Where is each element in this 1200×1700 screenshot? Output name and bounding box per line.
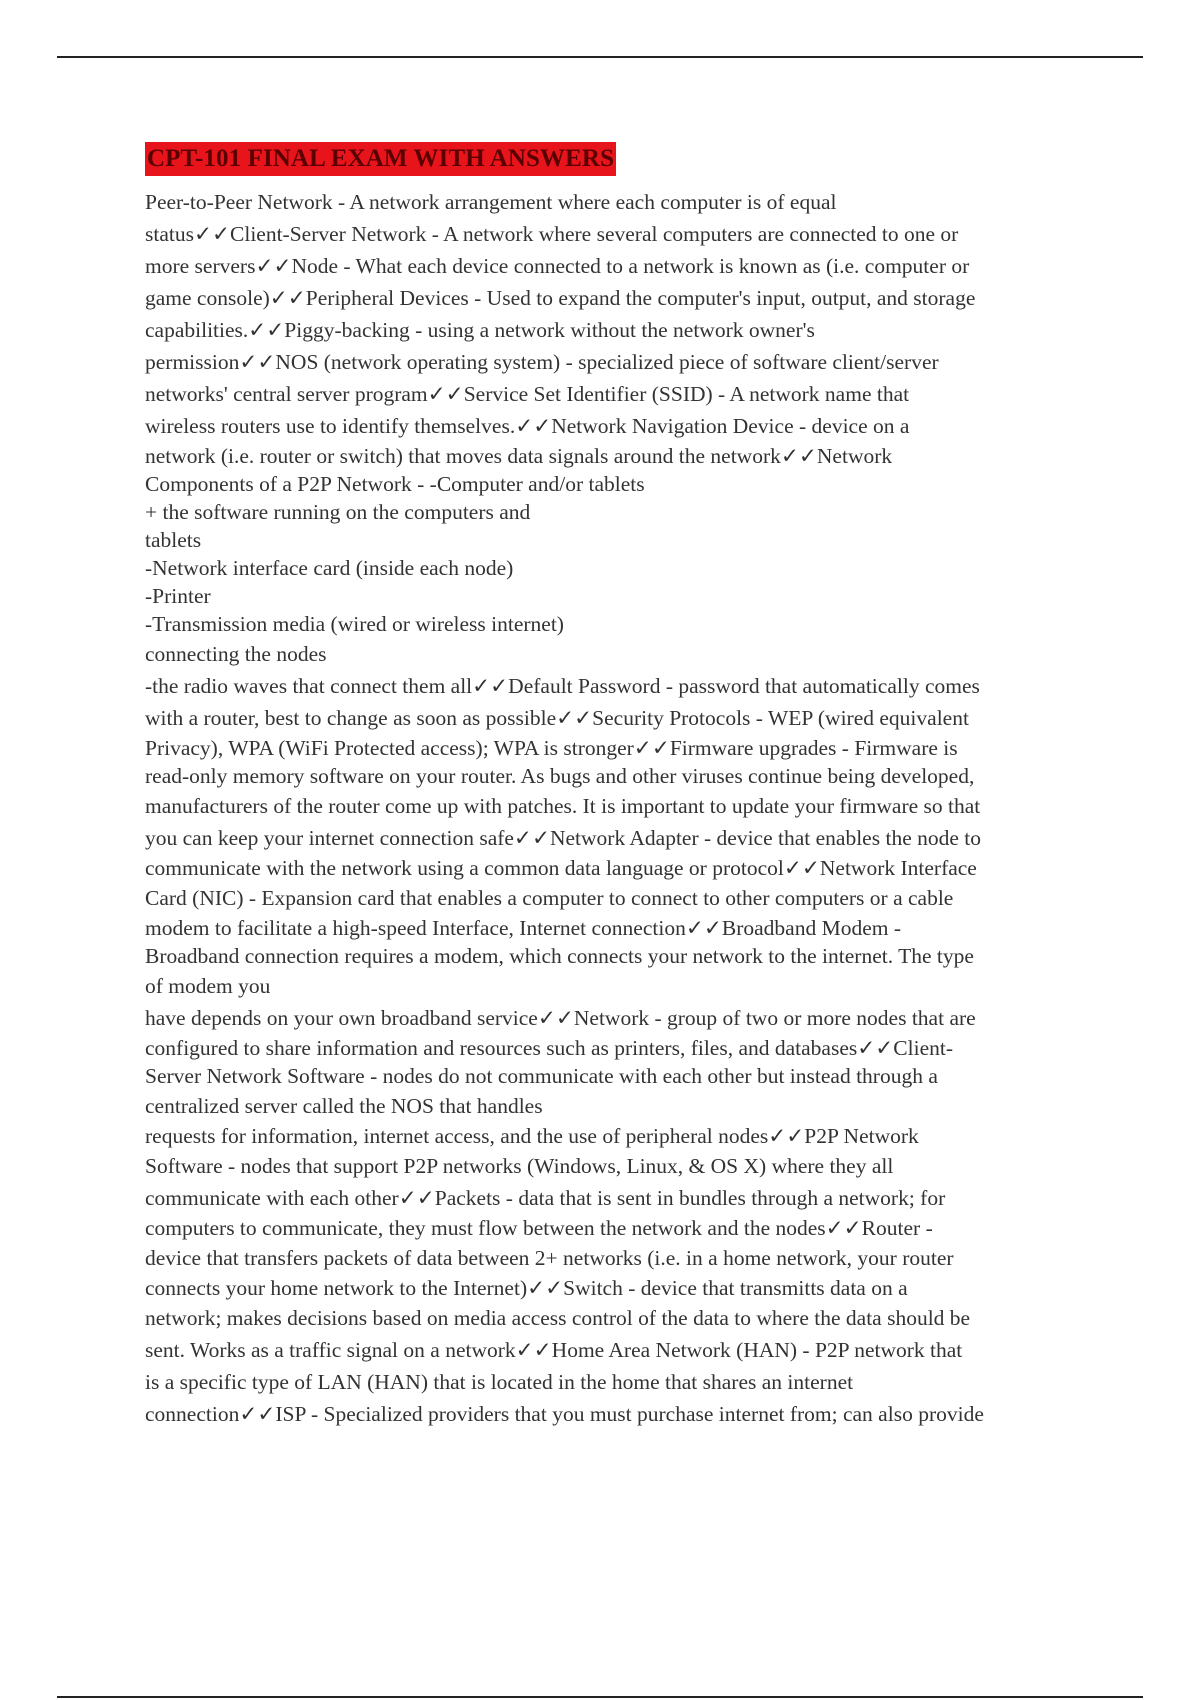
text-line: + the software running on the computers and bbox=[145, 500, 531, 524]
document-body bbox=[145, 142, 1095, 1430]
text-line: capabilities.✓✓Piggy-backing - using a network without the network owner's bbox=[145, 318, 815, 342]
text-line: centralized server called the NOS that handles bbox=[145, 1094, 543, 1118]
text-line: have depends on your own broadband service✓✓Network - group of two or more nodes that are bbox=[145, 1006, 976, 1030]
text-line: sent. Works as a traffic signal on a network✓✓Home Area Network (HAN) - P2P network that bbox=[145, 1338, 963, 1362]
text-line: -Printer bbox=[145, 584, 211, 608]
text-line: connection✓✓ISP - Specialized providers that you must purchase internet from; can also provide bbox=[145, 1402, 984, 1426]
page-header-rule bbox=[57, 56, 1143, 58]
text-line: of modem you bbox=[145, 974, 271, 998]
text-line: Peer-to-Peer Network - A network arrangement where each computer is of equal bbox=[145, 190, 837, 214]
text-line: communicate with each other✓✓Packets - data that is sent in bundles through a network; for bbox=[145, 1186, 946, 1210]
text-line: with a router, best to change as soon as possible✓✓Security Protocols - WEP (wired equivalent bbox=[145, 706, 969, 730]
text-line: wireless routers use to identify themselves.✓✓Network Navigation Device - device on a bbox=[145, 414, 910, 438]
text-line: game console)✓✓Peripheral Devices - Used to expand the computer's input, output, and storage bbox=[145, 286, 976, 310]
text-line: connecting the nodes bbox=[145, 642, 327, 666]
text-line: communicate with the network using a common data language or protocol✓✓Network Interface bbox=[145, 856, 977, 880]
text-line: Privacy), WPA (WiFi Protected access); WPA is stronger✓✓Firmware upgrades - Firmware is bbox=[145, 736, 958, 760]
text-line: connects your home network to the Internet)✓✓Switch - device that transmitts data on a bbox=[145, 1276, 908, 1300]
text-line: -Network interface card (inside each node) bbox=[145, 556, 514, 580]
text-line: Software - nodes that support P2P networks (Windows, Linux, & OS X) where they all bbox=[145, 1154, 894, 1178]
text-line: Components of a P2P Network - -Computer and/or tablets bbox=[145, 472, 645, 496]
page-footer-rule bbox=[57, 1696, 1143, 1698]
text-line: is a specific type of LAN (HAN) that is located in the home that shares an internet bbox=[145, 1370, 854, 1394]
text-line: tablets bbox=[145, 528, 202, 552]
text-line: network (i.e. router or switch) that moves data signals around the network✓✓Network bbox=[145, 444, 893, 468]
text-line: you can keep your internet connection safe✓✓Network Adapter - device that enables the node to bbox=[145, 826, 982, 850]
text-line: -Transmission media (wired or wireless internet) bbox=[145, 612, 564, 636]
text-line: permission✓✓NOS (network operating system) - specialized piece of software client/server bbox=[145, 350, 939, 374]
text-line: status✓✓Client-Server Network - A network where several computers are connected to one or bbox=[145, 222, 959, 246]
text-line: networks' central server program✓✓Service Set Identifier (SSID) - A network name that bbox=[145, 382, 910, 406]
text-line: manufacturers of the router come up with patches. It is important to update your firmware so that bbox=[145, 794, 981, 818]
text-line: read-only memory software on your router. As bugs and other viruses continue being developed, bbox=[145, 764, 975, 788]
text-line: Card (NIC) - Expansion card that enables a computer to connect to other computers or a cable bbox=[145, 886, 954, 910]
text-line: more servers✓✓Node - What each device connected to a network is known as (i.e. computer or bbox=[145, 254, 970, 278]
text-line: Server Network Software - nodes do not communicate with each other but instead through a bbox=[145, 1064, 938, 1088]
text-line: modem to facilitate a high-speed Interface, Internet connection✓✓Broadband Modem - bbox=[145, 916, 901, 940]
text-line: network; makes decisions based on media access control of the data to where the data should be bbox=[145, 1306, 971, 1330]
document-title: CPT-101 FINAL EXAM WITH ANSWERS bbox=[145, 142, 616, 176]
text-line: requests for information, internet access, and the use of peripheral nodes✓✓P2P Network bbox=[145, 1124, 919, 1148]
text-line: device that transfers packets of data between 2+ networks (i.e. in a home network, your router bbox=[145, 1246, 954, 1270]
document-text bbox=[145, 186, 1095, 1430]
text-line: configured to share information and resources such as printers, files, and databases✓✓Client- bbox=[145, 1036, 953, 1060]
text-line: -the radio waves that connect them all✓✓Default Password - password that automatically comes bbox=[145, 674, 980, 698]
text-line: computers to communicate, they must flow between the network and the nodes✓✓Router - bbox=[145, 1216, 933, 1240]
text-line: Broadband connection requires a modem, which connects your network to the internet. The type bbox=[145, 944, 974, 968]
